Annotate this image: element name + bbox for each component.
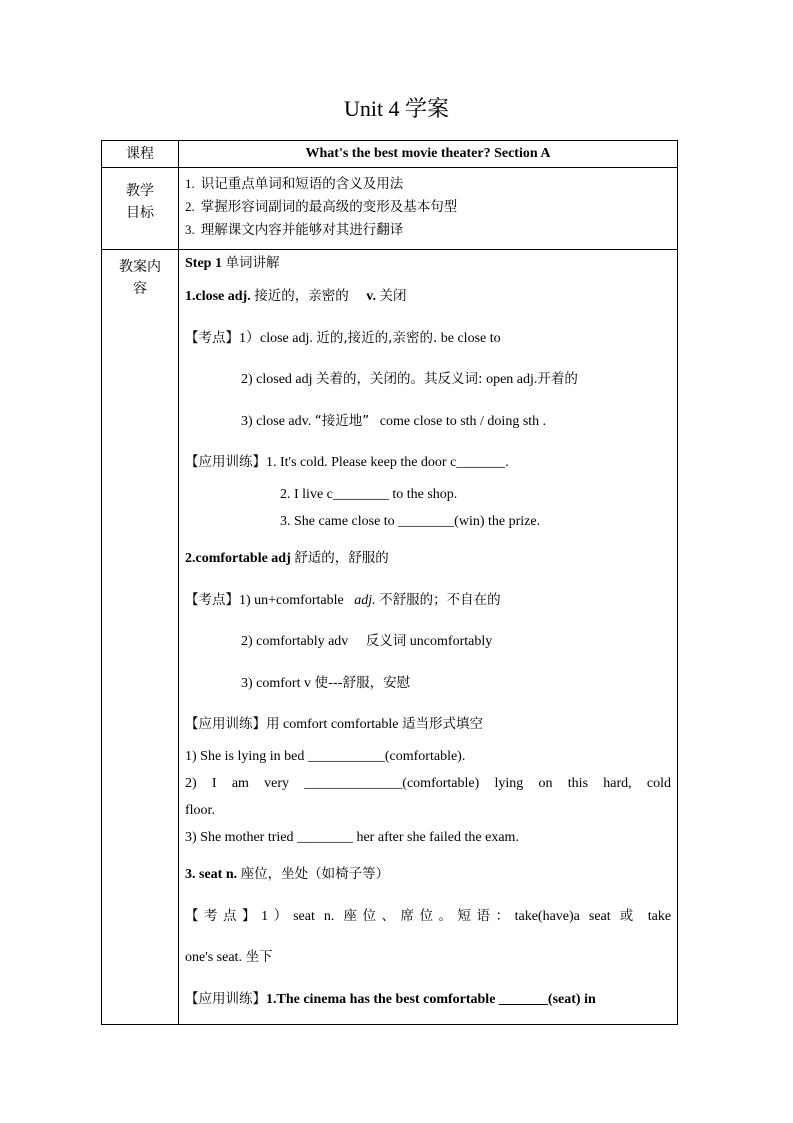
course-label: 课程 [102,141,179,168]
step-title: 单词讲解 [225,255,280,271]
point-meaning: 近的,接近的,亲密的. [316,330,438,346]
seat-exercise-1 [185,990,671,1009]
point-meaning: 使---舒服，安慰 [314,675,411,691]
comfortable-question-2: 2) I am very ______________(comfortable) lying on this hard, cold [185,776,671,791]
word-en: 1.close adj. [185,289,251,304]
point-meaning: 不舒服的；不自在的 [379,592,501,608]
point-meaning: 座位、席位。短语： [343,908,515,924]
exercise-label: 【应用训练】 [185,991,266,1007]
comfortable-point-3 [241,674,671,693]
point-phrase: take [647,909,672,924]
exercise-label: 【应用训练】 [185,716,266,732]
objectives-list [179,168,677,241]
exercise-instruction: 适当形式填空 [401,716,483,732]
point-text: 1) un+comfortable [239,593,344,608]
objectives-cell [179,168,678,250]
word-meaning: 关闭 [379,288,407,304]
point-phrase: be close to [440,331,501,346]
objective-item [185,218,677,241]
course-value: What's the best movie theater? Section A [179,141,678,168]
word-meaning: 座位，坐处（如椅子等） [240,866,390,882]
objective-text: 识记重点单词和短语的含义及用法 [200,176,404,192]
content-row [102,250,678,1025]
point-label: 【考点】 [185,330,239,346]
objective-number: 2. [185,199,195,214]
close-point-1 [185,329,671,348]
point-phrase: come close to sth / doing sth . [379,414,547,429]
exercise-label: 【应用训练】 [185,454,266,470]
word-heading-close [185,287,671,306]
objectives-row [102,168,678,250]
point-meaning: 或 [619,908,639,924]
content-label-line2: 容 [133,281,147,297]
word-meaning: 接近的，亲密的 [254,288,349,304]
lesson-plan-table [101,140,678,1025]
point-text: 2) closed adj [241,372,313,387]
content-body [179,250,677,1018]
step-label: Step 1 [185,256,222,271]
point-phrase: open adj. [486,372,538,387]
point-meaning: 反义词 [365,633,407,649]
exercise-text: 1.The cinema has the best comfortable _______(seat) in [266,992,596,1007]
point-phrase: take(have)a seat [514,909,611,924]
point-text: 1）close adj. [239,331,313,346]
point-text: 2) comfortably adv [241,634,349,649]
close-exercise-2: 2. I live c________ to the shop. [280,487,458,502]
point-text: 1）seat n. [261,909,335,924]
objectives-label [102,168,179,250]
comfortable-exercise-heading [185,715,671,734]
comfortable-point-1 [185,591,671,610]
seat-point-1 [185,907,671,926]
point-phrase: uncomfortably [409,634,493,649]
close-exercise-1 [185,453,671,472]
word-heading-comfortable [185,549,671,568]
objective-number: 1. [185,176,195,191]
word-heading-seat [185,865,671,884]
objective-item [185,195,677,218]
comfortable-question-3: 3) She mother tried ________ her after she failed the exam. [185,830,519,845]
objective-number: 3. [185,222,195,237]
content-cell [179,250,678,1025]
point-meaning: 开着的 [537,371,578,387]
comfortable-point-2 [241,632,671,651]
comfortable-question-2-cont: floor. [185,803,215,818]
objective-text: 理解课文内容并能够对其进行翻译 [200,222,404,238]
exercise-instruction: 用 [266,716,280,732]
point-label: 【考点】 [185,908,262,924]
point-label: 【考点】 [185,592,239,608]
word-en: 3. seat n. [185,867,238,882]
close-point-3 [241,412,671,431]
point-phrase: one's seat. [185,950,242,965]
step-heading [185,254,671,273]
content-label [102,250,179,1025]
exercise-words: comfort comfortable [283,717,399,732]
course-row [102,141,678,168]
word-pos: v. [366,289,376,304]
objectives-label-line1: 教学 [126,183,154,199]
content-label-line1: 教案内 [119,259,161,275]
point-meaning: 关着的，关闭的。其反义词: [316,371,483,387]
objective-text: 掌握形容词副词的最高级的变形及基本句型 [200,199,458,215]
comfortable-question-1: 1) She is lying in bed ___________(comfortable). [185,749,466,764]
point-pos: adj. [354,593,376,608]
word-meaning: 舒适的，舒服的 [294,550,389,566]
point-text: 3) comfort v [241,676,311,691]
seat-point-1-cont [185,948,671,967]
point-meaning: “接近地” [314,413,370,429]
exercise-text: 1. It's cold. Please keep the door c_______. [266,455,509,470]
close-exercise-3: 3. She came close to ________(win) the prize. [280,514,541,529]
point-text: 3) close adv. [241,414,312,429]
objective-item [185,172,677,195]
point-meaning: 坐下 [245,949,273,965]
word-en: 2.comfortable adj [185,551,291,566]
close-point-2 [241,370,671,389]
page-title: Unit 4 学案 [343,96,450,121]
objectives-label-line2: 目标 [126,205,154,221]
